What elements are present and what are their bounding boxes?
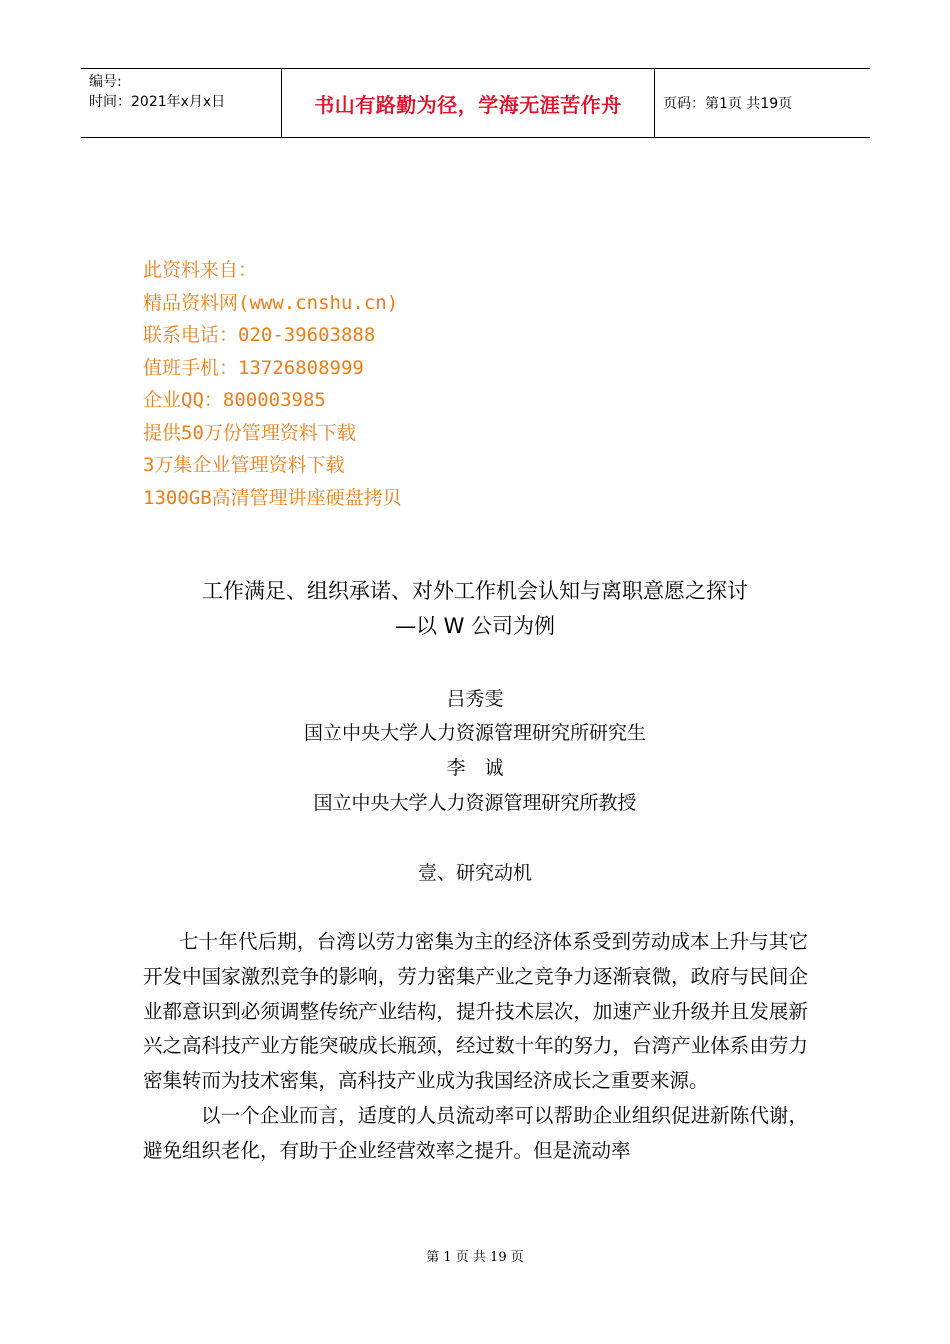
motto-text: 书山有路勤为径，学海无涯苦作舟 [314,92,622,117]
paragraph: 七十年代后期，台湾以劳力密集为主的经济体系受到劳动成本上升与其它开发中国家激烈竞争的影响，劳力密集产业之竞争力逐渐衰微，政府与民间企业都意识到必须调整传统产业结构，提升技术层次，加速产业升级并且发展新兴之高科技产业方能突破成长瓶颈，经过数十年的努力，台湾产业体系由劳力密集转而为技术密集，高科技产业成为我国经济成长之重要来源。 [143,930,808,1093]
promo-line: 3万集企业管理资料下载 [143,454,345,476]
author-name: 吕秀雯 [446,688,504,710]
promo-line: 联系电话：020-39603888 [143,324,376,346]
section-heading: 壹、研究动机 [417,862,532,884]
header-table [81,68,870,138]
author-affiliation: 国立中央大学人力资源管理研究所研究生 [303,722,646,744]
promo-line: 1300GB高清管理讲座硬盘拷贝 [143,486,402,509]
paper-title: 工作满足、组织承诺、对外工作机会认知与离职意愿之探讨 [202,579,748,603]
promo-line: 提供50万份管理资料下载 [143,421,356,444]
page-footer: 第 1 页 共 19 页 [426,1250,524,1265]
header-page-cell [655,69,870,137]
date-line: 时间：2021年x月x日 [89,94,226,110]
paper-subtitle: —以 W 公司为例 [394,614,556,638]
promo-line: 精品资料网(www.cnshu.cn) [143,291,399,314]
header-motto-cell [282,69,655,137]
body-text [143,925,808,1169]
doc-number-label: 编号: [89,74,122,90]
header-info-cell [81,69,282,137]
promo-line: 此资料来自： [143,259,258,281]
page-info: 页码：第1页 共19页 [663,96,793,112]
author-name: 李 诚 [446,757,504,779]
promo-line: 值班手机：13726808999 [143,356,364,379]
paragraph: 以一个企业而言，适度的人员流动率可以帮助企业组织促进新陈代谢，避免组织老化，有助于企业经营效率之提升。但是流动率 [143,1103,808,1162]
promo-block [143,254,402,514]
promo-line: 企业QQ：800003985 [143,389,326,411]
author-affiliation: 国立中央大学人力资源管理研究所教授 [313,792,637,814]
